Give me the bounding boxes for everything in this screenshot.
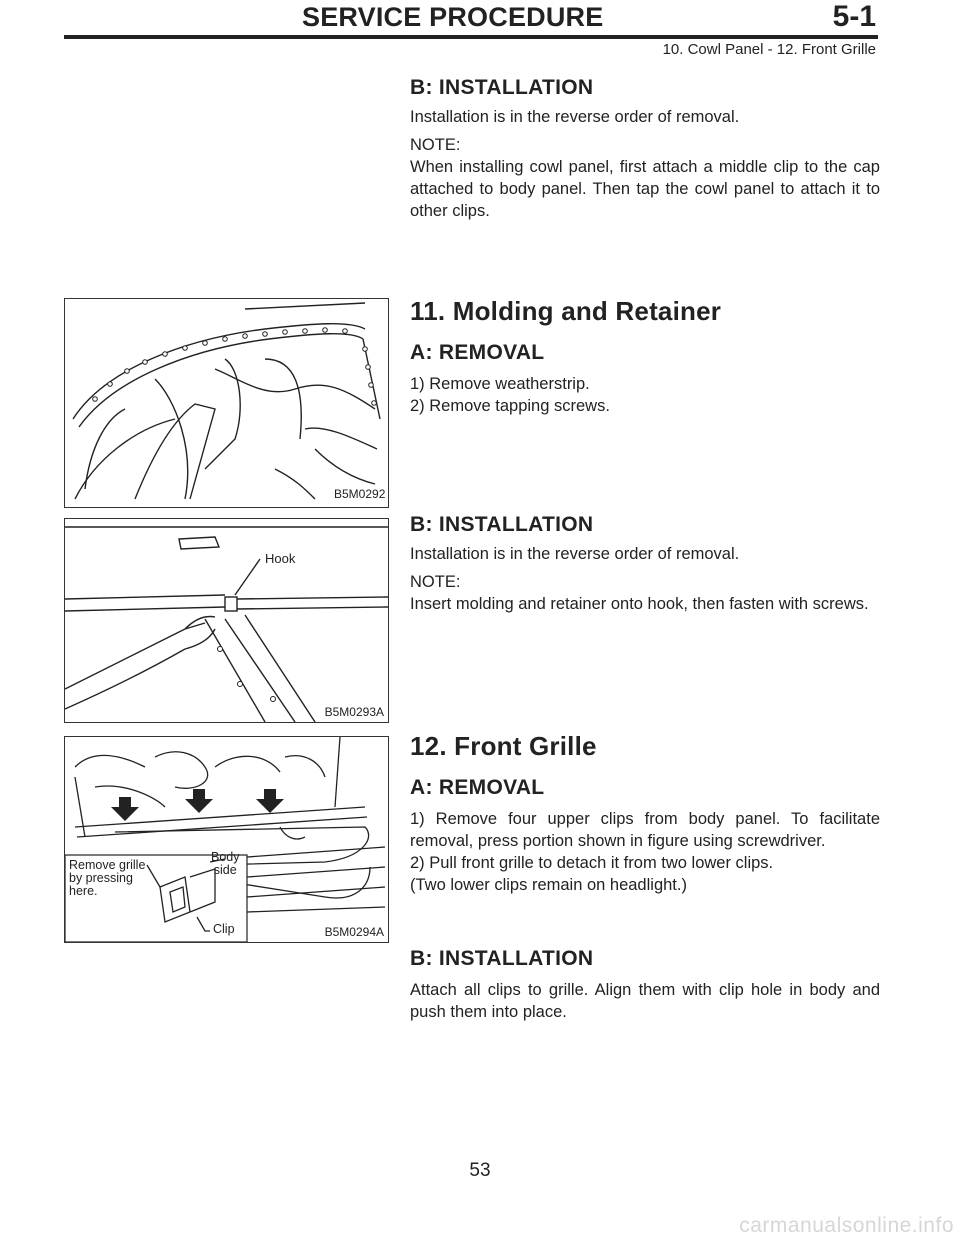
page-number: 53 (469, 1160, 491, 1181)
remove-grille-label-line: Remove grille (69, 858, 146, 872)
cowl-installation-block (410, 76, 880, 222)
front-grille-removal-step: (Two lower clips remain on headlight.) (410, 876, 687, 894)
clip-label: Clip (213, 922, 235, 936)
section-subtitle: 10. Cowl Panel - 12. Front Grille (662, 41, 876, 58)
figure-front-grille (64, 736, 389, 943)
front-grille-removal-step: 2) Pull front grille to detach it from two lower clips. (410, 854, 774, 872)
remove-grille-label-line: here. (69, 884, 98, 898)
remove-grille-label-line: by pressing (69, 871, 133, 885)
figure-code-b5m0292: B5M0292 (334, 487, 386, 501)
front-grille-illustration (65, 737, 388, 942)
hook-label: Hook (265, 551, 296, 566)
molding-note-text: Insert molding and retainer onto hook, then fasten with screws. (410, 595, 869, 613)
front-grille-section (410, 731, 880, 896)
remove-grille-label (69, 859, 145, 898)
molding-installation-block (410, 513, 880, 615)
body-side-label-line: Body (211, 850, 240, 864)
figure-code-b5m0293a: B5M0293A (324, 705, 384, 719)
front-grille-removal-step: 1) Remove four upper clips from body panel. To facilitate removal, press portion shown in figure using screwdriver. (410, 810, 880, 850)
cowl-note-text: When installing cowl panel, first attach a middle clip to the cap attached to body panel. Then tap the cowl panel to attach it to other clips. (410, 158, 880, 220)
molding-installation-text: Installation is in the reverse order of removal. (410, 545, 740, 563)
molding-section-title: 11. Molding and Retainer (410, 296, 722, 326)
front-grille-installation-block (410, 947, 880, 1023)
molding-note-label: NOTE: (410, 573, 461, 591)
figure-molding-hook (64, 518, 389, 723)
molding-hook-illustration (65, 519, 388, 722)
section-code: 5-1 (832, 0, 876, 33)
molding-windshield-illustration (65, 299, 388, 507)
cowl-note-label: NOTE: (410, 136, 461, 154)
header-rule (64, 35, 878, 39)
figure-code-b5m0294a: B5M0294A (324, 925, 384, 939)
front-grille-section-title: 12. Front Grille (410, 731, 597, 761)
cowl-installation-heading: B: INSTALLATION (410, 76, 594, 99)
molding-section (410, 296, 880, 417)
figure-molding-windshield (64, 298, 389, 508)
molding-installation-heading: B: INSTALLATION (410, 513, 594, 536)
front-grille-installation-heading: B: INSTALLATION (410, 947, 594, 970)
front-grille-removal-heading: A: REMOVAL (410, 776, 545, 799)
body-side-label-line: side (213, 863, 237, 877)
molding-removal-heading: A: REMOVAL (410, 341, 545, 364)
molding-removal-step: 2) Remove tapping screws. (410, 397, 610, 415)
watermark: carmanualsonline.info (739, 1214, 954, 1237)
section-title: SERVICE PROCEDURE (302, 2, 604, 32)
front-grille-installation-text: Attach all clips to grille. Align them with clip hole in body and push them into place. (410, 981, 880, 1021)
body-side-label (211, 851, 240, 877)
molding-removal-step: 1) Remove weatherstrip. (410, 375, 590, 393)
cowl-installation-text: Installation is in the reverse order of removal. (410, 108, 740, 126)
